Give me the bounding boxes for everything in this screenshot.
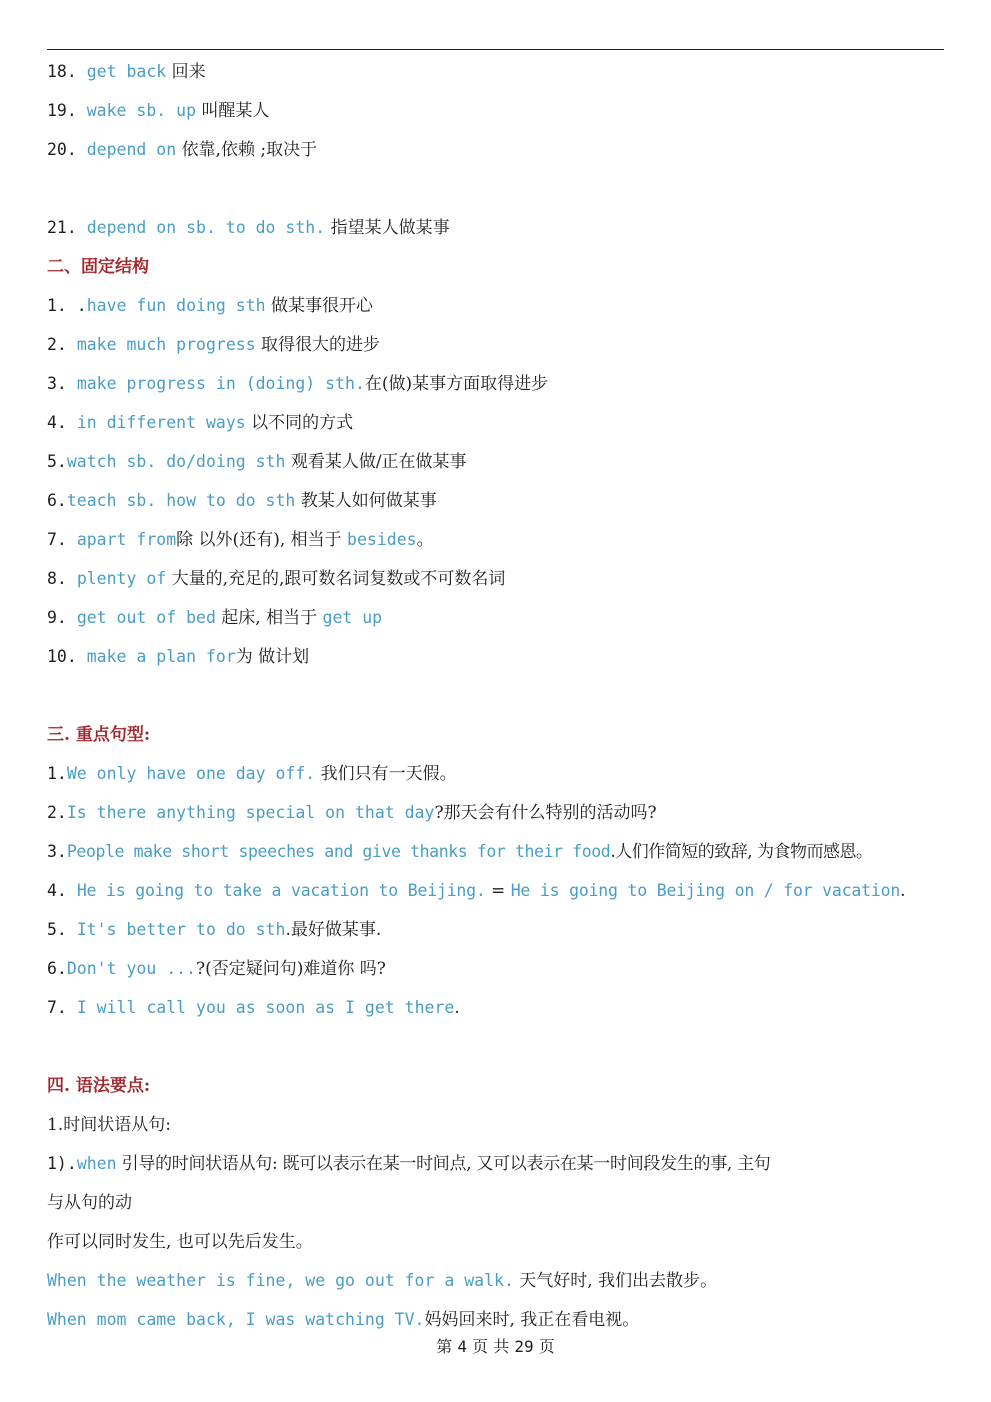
list-item: 2.Is there anything special on that day?那天会有什么特别的活动吗?	[47, 803, 657, 823]
vocab-item-20: 20. depend on 依靠,依赖 ;取决于	[47, 140, 318, 160]
paragraph-line: 作可以同时发生, 也可以先后发生。	[47, 1232, 313, 1252]
list-item: 6.Don't you ...?(否定疑问句)难道你 吗?	[47, 959, 386, 979]
example-sentence: When the weather is fine, we go out for a walk. 天气好时, 我们出去散步。	[47, 1271, 718, 1291]
list-item: 7. I will call you as soon as I get there.	[47, 998, 460, 1018]
list-item: 6.teach sb. how to do sth 教某人如何做某事	[47, 491, 437, 511]
vocab-item-21: 21. depend on sb. to do sth. 指望某人做某事	[47, 218, 450, 238]
vocab-item-19: 19. wake sb. up 叫醒某人	[47, 101, 270, 121]
list-item: 5. It's better to do sth.最好做某事.	[47, 920, 382, 940]
list-item: 5.watch sb. do/doing sth 观看某人做/正在做某事	[47, 452, 467, 472]
list-item: 10. make a plan for为 做计划	[47, 647, 310, 667]
total-pages: 29	[514, 1337, 534, 1356]
section-heading-grammar: 四. 语法要点:	[47, 1076, 151, 1096]
list-item: 2. make much progress 取得很大的进步	[47, 335, 381, 355]
example-sentence: When mom came back, I was watching TV.妈妈回来时, 我正在看电视。	[47, 1310, 640, 1330]
list-item: 1.We only have one day off. 我们只有一天假。	[47, 764, 457, 784]
vocab-item-18: 18. get back 回来	[47, 62, 206, 82]
subheading-adverbial-clauses: 1.时间状语从句:	[47, 1115, 171, 1135]
page-footer: 第 4 页 共 29 页	[436, 1337, 555, 1356]
page-number: 4	[457, 1337, 468, 1356]
list-item: 9. get out of bed 起床, 相当于 get up	[47, 608, 383, 628]
section-heading-fixed-structures: 二、固定结构	[47, 257, 149, 277]
list-item: 8. plenty of 大量的,充足的,跟可数名词复数或不可数名词	[47, 569, 506, 589]
list-item: 3. make progress in (doing) sth.在(做)某事方面取得进步	[47, 374, 549, 394]
list-item: 1. .have fun doing sth 做某事很开心	[47, 296, 373, 316]
section-heading-key-sentences: 三. 重点句型:	[47, 725, 151, 745]
list-item: 4. in different ways 以不同的方式	[47, 413, 354, 433]
paragraph-line: 1).when 引导的时间状语从句: 既可以表示在某一时间点, 又可以表示在某一时间段发生的事, 主句	[47, 1154, 771, 1174]
list-item: 4. He is going to take a vacation to Beijing. = He is going to Beijing on / for vacation.	[47, 881, 906, 901]
list-item: 7. apart from除 以外(还有), 相当于 besides。	[47, 530, 434, 550]
paragraph-line: 与从句的动	[47, 1193, 132, 1213]
top-rule	[47, 49, 944, 50]
list-item: 3.People make short speeches and give thanks for their food.人们作简短的致辞, 为食物而感恩。	[47, 842, 873, 862]
